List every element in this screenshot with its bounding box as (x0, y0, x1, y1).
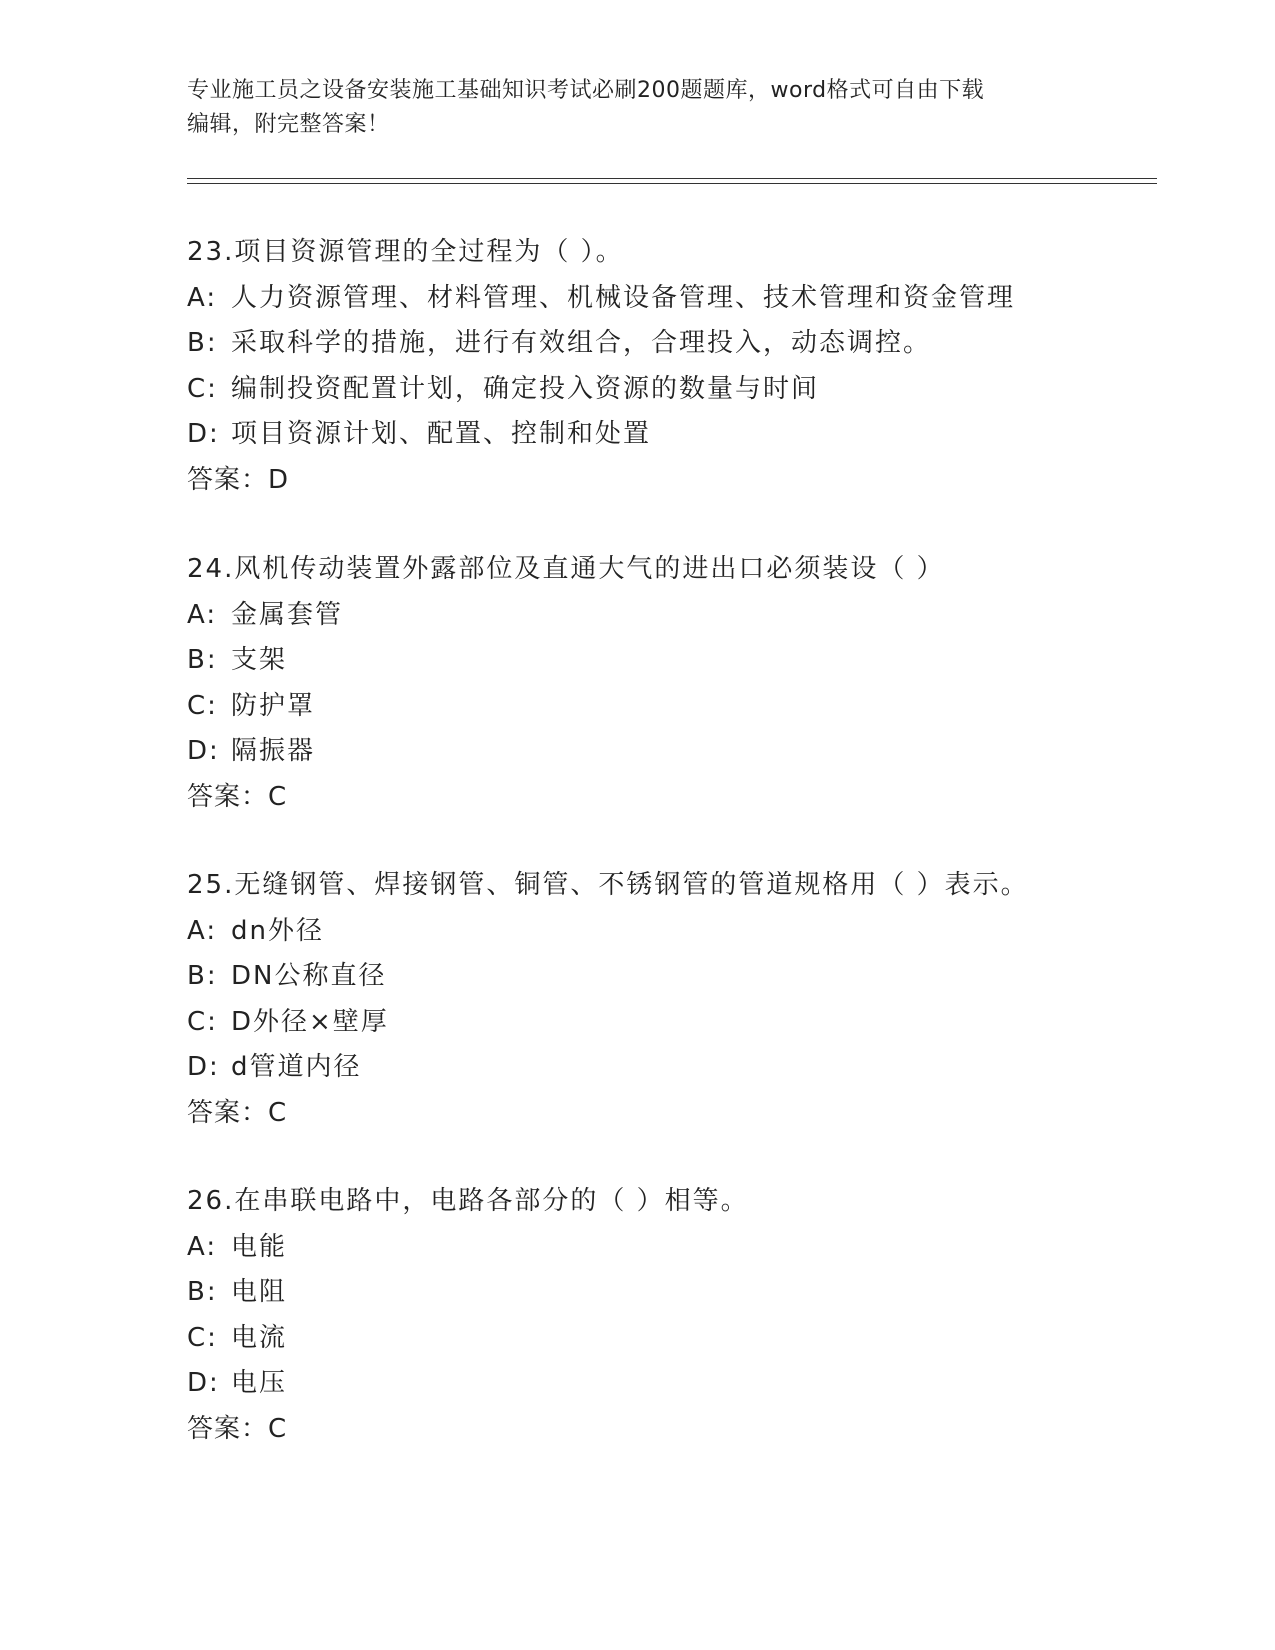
option-letter: C: (187, 1322, 218, 1353)
option-letter: A: (187, 599, 218, 630)
option-text: 电能 (231, 1231, 288, 1262)
option-text: D外径×壁厚 (231, 1006, 389, 1037)
option-b (187, 954, 1187, 1000)
option-text: 电阻 (231, 1277, 288, 1307)
option-letter: D: (187, 1052, 220, 1082)
option-d (187, 1361, 1187, 1407)
option-text: 金属套管 (231, 599, 344, 630)
option-a (187, 276, 1187, 322)
option-letter: A: (187, 915, 218, 946)
question-stem: 26.在串联电路中，电路各部分的（ ）相等。 (187, 1186, 749, 1216)
option-letter: C: (187, 690, 218, 721)
option-text: dn外径 (231, 915, 324, 946)
option-text: DN公称直径 (231, 961, 387, 991)
option-letter: C: (187, 373, 218, 404)
header-title-line-2: 编辑，附完整答案！ (187, 112, 390, 137)
question-stem: 25.无缝钢管、焊接钢管、铜管、不锈钢管的管道规格用（ ）表示。 (187, 870, 1029, 900)
option-text: 电压 (231, 1368, 288, 1398)
document-header (187, 74, 1087, 142)
answer-line: 答案：C (187, 781, 288, 812)
option-text: 隔振器 (231, 736, 316, 766)
question-23 (187, 230, 1187, 503)
question-stem: 24.风机传动装置外露部位及直通大气的进出口必须装设（ ） (187, 554, 945, 584)
option-c (187, 1316, 1187, 1362)
option-a (187, 1225, 1187, 1271)
option-c (187, 367, 1187, 413)
answer-line: 答案：D (187, 464, 290, 495)
option-letter: C: (187, 1006, 218, 1037)
option-letter: B: (187, 961, 218, 991)
option-c (187, 1000, 1187, 1046)
option-letter: B: (187, 328, 218, 358)
option-letter: B: (187, 1277, 218, 1307)
option-c (187, 684, 1187, 730)
option-text: 电流 (231, 1322, 288, 1353)
answer-line: 答案：C (187, 1413, 288, 1444)
option-text: 支架 (231, 645, 288, 675)
option-b (187, 638, 1187, 684)
question-24 (187, 547, 1187, 820)
option-text: 采取科学的措施，进行有效组合，合理投入，动态调控。 (231, 328, 932, 358)
option-text: 人力资源管理、材料管理、机械设备管理、技术管理和资金管理 (231, 282, 1016, 313)
option-a (187, 593, 1187, 639)
option-d (187, 729, 1187, 775)
option-letter: D: (187, 419, 220, 449)
question-25 (187, 863, 1187, 1136)
option-letter: A: (187, 1231, 218, 1262)
option-letter: D: (187, 1368, 220, 1398)
option-text: d管道内径 (231, 1052, 362, 1082)
option-d (187, 1045, 1187, 1091)
answer-line: 答案：C (187, 1097, 288, 1128)
option-letter: A: (187, 282, 218, 313)
option-letter: D: (187, 736, 220, 766)
option-letter: B: (187, 645, 218, 675)
question-26 (187, 1179, 1187, 1452)
option-b (187, 321, 1187, 367)
header-divider-top (187, 178, 1157, 179)
option-text: 项目资源计划、配置、控制和处置 (231, 419, 652, 449)
question-stem: 23.项目资源管理的全过程为（ ）。 (187, 237, 624, 267)
header-title-line-1: 专业施工员之设备安装施工基础知识考试必刷200题题库，word格式可自由下载 (187, 78, 985, 103)
option-text: 防护罩 (231, 690, 316, 721)
header-divider-bottom (187, 183, 1157, 184)
option-b (187, 1270, 1187, 1316)
option-text: 编制投资配置计划，确定投入资源的数量与时间 (231, 373, 820, 404)
option-d (187, 412, 1187, 458)
option-a (187, 909, 1187, 955)
